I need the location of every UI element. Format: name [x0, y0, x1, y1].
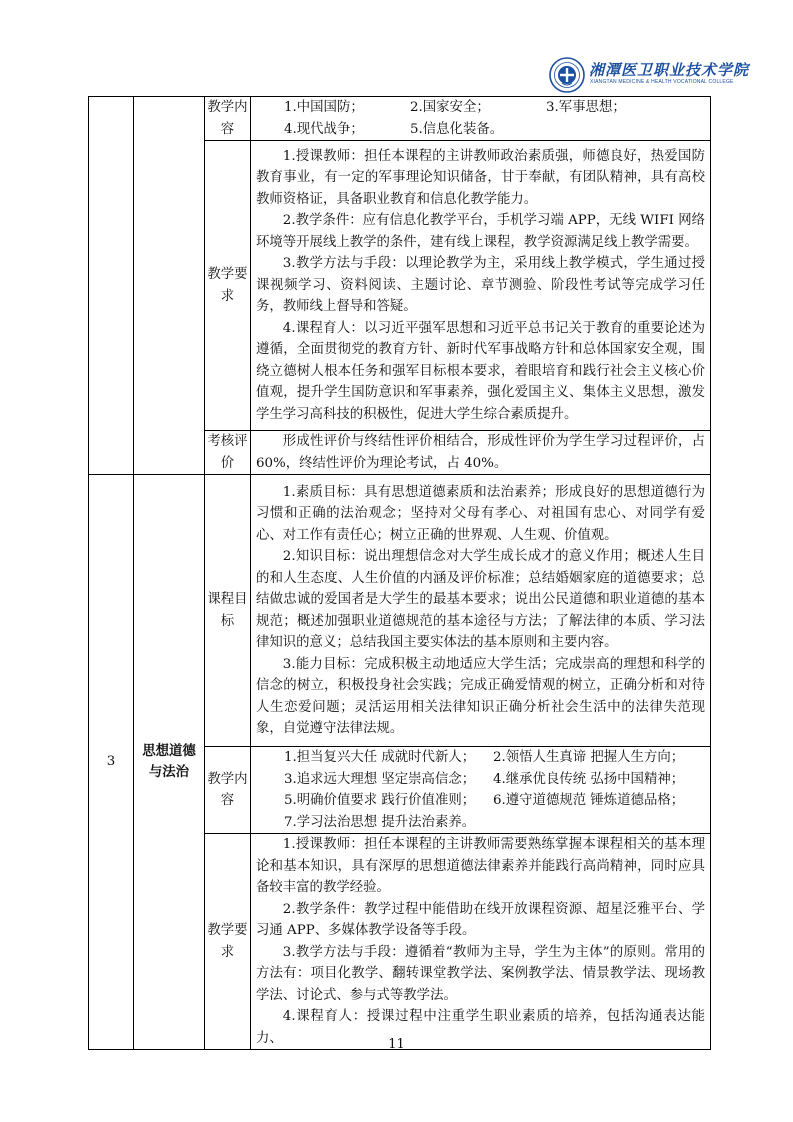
logo-chinese-name: 湘潭医卫职业技术学院 — [589, 61, 750, 79]
paragraph: 2.知识目标：说出理想信念对大学生成长成才的意义作用；概述人生目的和人生态度、人生价值的内涵及评价标准；总结婚姻家庭的道德要求；总结做忠诚的爱国者是大学生的最基本要求；说出公民道德和职业道德的基本规范；概述加强职业道德规范的基本途径与方法；了解法律的本质、学习法律知识的意义；总结我国主要实体法的基本原则和主要内容。 — [256, 549, 705, 650]
teaching-content-label: 教学内容 — [205, 747, 251, 834]
course-name: 思想道德与法治 — [142, 742, 196, 780]
paragraph: 4.课程育人：以习近平强军思想和习近平总书记关于教育的重要论述为遵循，全面贯彻党的教育方针、新时代军事战略方针和总体国家安全观，围绕立德树人根本任务和强军目标根本要求，着眼培育和践行社会主义核心价值观，提升学生国防意识和军事素养，强化爱国主义、集体主义思想，激发学生学习高科技的积极性，促进大学生综合素质提升。 — [256, 320, 705, 422]
paragraph: 3.教学方法与手段：遵循着“教师为主导，学生为主体”的原则。常用的方法有：项目化教学、翻转课堂教学法、案例教学法、情景教学法、现场教学法、讨论式、参与式等教学法。 — [256, 944, 705, 1003]
prev-teaching-requirements-cell — [251, 141, 711, 431]
prev-course-number-cell — [89, 97, 134, 475]
paragraph: 2.教学条件：教学过程中能借助在线开放课程资源、超星泛雅平台、学习通 APP、多媒体教学设备等手段。 — [256, 901, 705, 938]
list-item: 3.追求远大理想 坚定崇高信念； — [284, 771, 476, 787]
teaching-content-cell — [251, 747, 711, 834]
prev-teaching-content-cell — [251, 97, 711, 141]
paragraph: 3.教学方法与手段：以理论教学为主，采用线上教学模式，学生通过授课视频学习、资料阅读、主题讨论、章节测验、阶段性考试等完成学习任务，教师线上督导和答疑。 — [256, 256, 705, 315]
list-item-row — [256, 119, 705, 141]
paragraph: 2.教学条件：应有信息化教学平台，手机学习端 APP，无线 WIFI 网络环境等开展线上教学的条件，建有线上课程，教学资源满足线上教学需要。 — [256, 213, 705, 250]
list-item-row — [256, 790, 705, 812]
paragraph: 1.授课教师：担任本课程的主讲教师需要熟练掌握本课程相关的基本理论和基本知识，具有深厚的思想道德法律素养并能践行高尚精神，同时应具备较丰富的教学经验。 — [256, 837, 705, 895]
prev-course-name-cell — [134, 97, 205, 475]
list-item: 3.军事思想； — [546, 100, 626, 115]
teaching-requirements-label: 教学要求 — [205, 834, 251, 1050]
list-item: 5.明确价值要求 践行价值准则； — [284, 793, 476, 808]
prev-assessment-label: 考核评价 — [205, 431, 251, 475]
paragraph: 3.能力目标：完成积极主动地适应大学生活；完成崇高的理想和科学的信念的树立，积极投身社会实践；完成正确爱情观的树立，正确分析和对待人生恋爱问题；灵活运用相关法律知识正确分析社会生活中的法律失范现象，自觉遵守法律法规。 — [256, 656, 705, 736]
teaching-requirements-cell — [251, 834, 711, 1050]
prev-assessment-cell — [251, 431, 711, 475]
paragraph: 4.课程育人：授课过程中注重学生职业素质的培养，包括沟通表达能力、 — [256, 1009, 705, 1046]
list-item-row — [256, 769, 705, 791]
list-item: 4.继承优良传统 弘扬中国精神； — [493, 771, 685, 787]
list-item: 4.现代战争； — [284, 121, 364, 137]
logo-english-name: XIANGTAN MEDICINE & HEALTH VOCATIONAL COLLEGE — [590, 79, 734, 85]
list-item: 1.中国国防； — [284, 100, 364, 115]
paragraph: 1.授课教师：担任本课程的主讲教师政治素质强，师德良好，热爱国防教育事业，有一定的军事理论知识储备，甘于奉献，有团队精神，具有高校教师资格证，具备职业教育和信息化教学能力。 — [256, 148, 705, 207]
list-item-row — [256, 97, 705, 119]
paragraph: 形成性评价与终结性评价相结合，形成性评价为学生学习过程评价，占 60%，终结性评价为理论考试，占 40%。 — [256, 434, 705, 471]
college-logo — [549, 57, 750, 93]
course-number-cell: 3 — [89, 475, 134, 1050]
list-item: 5.信息化装备。 — [410, 121, 504, 137]
course-goals-row — [89, 475, 711, 747]
list-item: 1.担当复兴大任 成就时代新人； — [284, 750, 476, 765]
list-item: 2.领悟人生真谛 把握人生方向； — [493, 750, 685, 765]
course-table — [88, 96, 711, 1050]
course-name-cell — [134, 475, 205, 1050]
prev-teaching-content-label: 教学内容 — [205, 97, 251, 141]
college-emblem-icon — [549, 57, 585, 93]
list-item-row — [256, 747, 705, 769]
list-item-row — [256, 812, 705, 834]
prev-teaching-content-row — [89, 97, 711, 141]
list-item: 6.遵守道德规范 锤炼道德品格； — [493, 793, 685, 808]
course-goals-cell — [251, 475, 711, 747]
prev-teaching-requirements-label: 教学要求 — [205, 141, 251, 431]
list-item: 2.国家安全； — [410, 100, 490, 115]
paragraph: 1.素质目标：具有思想道德素质和法治素养；形成良好的思想道德行为习惯和正确的法治观念；坚持对父母有孝心、对祖国有忠心、对同学有爱心、对工作有责任心；树立正确的世界观、人生观、价值观。 — [256, 484, 705, 543]
course-goals-label: 课程目标 — [205, 475, 251, 747]
list-item: 7.学习法治思想 提升法治素养。 — [284, 814, 476, 830]
page-number: 11 — [388, 1037, 405, 1052]
